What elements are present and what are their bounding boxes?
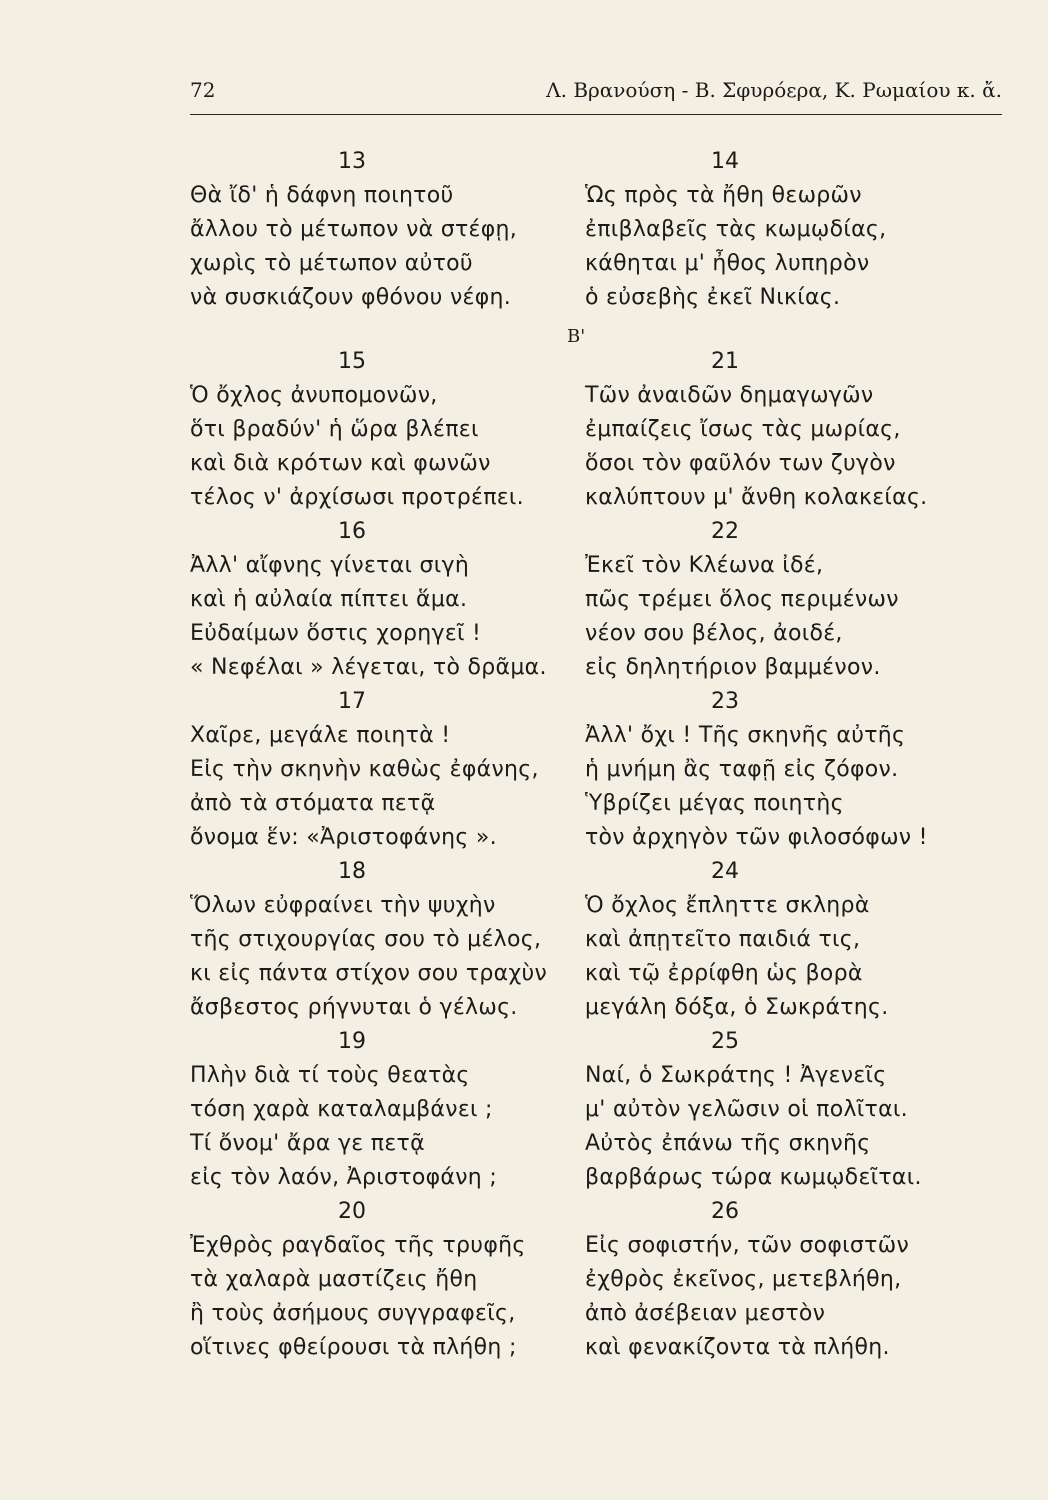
verse-line: Τῶν ἀναιδῶν δημαγωγῶν — [585, 383, 874, 408]
verse-line: νέον σου βέλος, ἀοιδέ, — [585, 621, 843, 646]
verse-line: καὶ ἡ αὐλαία πίπτει ἅμα. — [190, 587, 468, 612]
verse-line: Εἰς τὴν σκηνὴν καθὼς ἐφάνης, — [190, 757, 539, 782]
stanza — [585, 1195, 1015, 1365]
page-number: 72 — [190, 78, 216, 102]
verse-line: ὅσοι τὸν φαῦλόν των ζυγὸν — [585, 451, 896, 476]
verse-line: οἵτινες φθείρουσι τὰ πλήθη ; — [190, 1335, 517, 1360]
verse-line: καὶ ἀπῃτεῖτο παιδιά τις, — [585, 927, 861, 952]
verse-line: Εὐδαίμων ὅστις χορηγεῖ ! — [190, 621, 482, 646]
section-mark: Β' — [567, 326, 586, 347]
header-rule — [190, 114, 1002, 115]
verse-line: ἄλλου τὸ μέτωπον νὰ στέφῃ, — [190, 217, 518, 242]
verse-line: ἐμπαίζεις ἴσως τὰς μωρίας, — [585, 417, 901, 442]
stanza — [190, 855, 570, 1025]
stanza-number: 16 — [338, 519, 366, 544]
verse-line: Αὐτὸς ἐπάνω τῆς σκηνῆς — [585, 1131, 871, 1156]
verse-line: βαρβάρως τώρα κωμῳδεῖται. — [585, 1165, 922, 1190]
verse-line: ἢ τοὺς ἀσήμους συγγραφεῖς, — [190, 1301, 516, 1326]
stanza — [190, 1195, 570, 1365]
verse-line: ἀπὸ τὰ στόματα πετᾷ — [190, 791, 436, 816]
right-column — [585, 145, 1015, 1365]
page-header — [190, 72, 1002, 106]
verse-line: Ὡς πρὸς τὰ ἤθη θεωρῶν — [585, 183, 862, 208]
verse-line: κάθηται μ' ἦθος λυπηρὸν — [585, 251, 870, 276]
stanza-number: 22 — [711, 519, 739, 544]
stanza-number: 13 — [338, 149, 366, 174]
verse-line: τόση χαρὰ καταλαμβάνει ; — [190, 1097, 493, 1122]
verse-line: Ὑβρίζει μέγας ποιητὴς — [585, 791, 844, 816]
stanza — [585, 515, 1015, 685]
verse-line: νὰ συσκιάζουν φθόνου νέφη. — [190, 285, 512, 310]
stanza — [190, 345, 570, 515]
stanza-number: 15 — [338, 349, 366, 374]
verse-line: ὅτι βραδύν' ἡ ὥρα βλέπει — [190, 417, 479, 442]
verse-line: Ὁ ὄχλος ἀνυπομονῶν, — [190, 383, 438, 408]
verse-line: Ἀλλ' ὄχι ! Τῆς σκηνῆς αὐτῆς — [585, 723, 906, 748]
stanza-number: 18 — [338, 859, 366, 884]
stanza-number: 14 — [711, 149, 739, 174]
stanza-number: 25 — [711, 1029, 739, 1054]
verse-line: Ναί, ὁ Σωκράτης ! Ἀγενεῖς — [585, 1063, 887, 1088]
verse-line: Τί ὄνομ' ἄρα γε πετᾷ — [190, 1131, 425, 1156]
stanza — [585, 855, 1015, 1025]
stanza — [190, 515, 570, 685]
verse-line: Ἐκεῖ τὸν Κλέωνα ἰδέ, — [585, 553, 824, 578]
verse-line: εἰς τὸν λαόν, Ἀριστοφάνη ; — [190, 1165, 498, 1190]
verse-line: πῶς τρέμει ὅλος περιμένων — [585, 587, 899, 612]
stanza — [190, 685, 570, 855]
verse-line: Εἰς σοφιστήν, τῶν σοφιστῶν — [585, 1233, 910, 1258]
verse-line: τὰ χαλαρὰ μαστίζεις ἤθη — [190, 1267, 478, 1292]
stanza-number: 21 — [711, 349, 739, 374]
verse-line: Ἀλλ' αἴφνης γίνεται σιγὴ — [190, 553, 470, 578]
stanza — [585, 145, 1015, 315]
stanza — [190, 145, 570, 315]
verse-line: Θὰ ἴδ' ἡ δάφνη ποιητοῦ — [190, 183, 454, 208]
verse-line: « Νεφέλαι » λέγεται, τὸ δρᾶμα. — [190, 655, 547, 680]
verse-line: μ' αὐτὸν γελῶσιν οἱ πολῖται. — [585, 1097, 908, 1122]
verse-line: ἡ μνήμη ἂς ταφῇ εἰς ζόφον. — [585, 757, 899, 782]
verse-line: Ἐχθρὸς ραγδαῖος τῆς τρυφῆς — [190, 1233, 526, 1258]
stanza-number: 20 — [338, 1199, 366, 1224]
verse-line: καὶ διὰ κρότων καὶ φωνῶν — [190, 451, 491, 476]
verse-line: Ὁ ὄχλος ἔπληττε σκληρὰ — [585, 893, 870, 918]
verse-line: ἐχθρὸς ἐκεῖνος, μετεβλήθη, — [585, 1267, 902, 1292]
verse-line: ὄνομα ἕν: «Ἀριστοφάνης ». — [190, 825, 497, 850]
verse-line: Πλὴν διὰ τί τοὺς θεατὰς — [190, 1063, 470, 1088]
verse-line: καὶ τῷ ἐρρίφθη ὡς βορὰ — [585, 961, 863, 986]
verse-line: Ὅλων εὐφραίνει τὴν ψυχὴν — [190, 893, 496, 918]
verse-line: καὶ φενακίζοντα τὰ πλήθη. — [585, 1335, 890, 1360]
verse-line: ἄσβεστος ρήγνυται ὁ γέλως. — [190, 995, 518, 1020]
verse-line: μεγάλη δόξα, ὁ Σωκράτης. — [585, 995, 889, 1020]
verse-line: κι εἰς πάντα στίχον σου τραχὺν — [190, 961, 548, 986]
stanza-number: 24 — [711, 859, 739, 884]
verse-line: τέλος ν' ἀρχίσωσι προτρέπει. — [190, 485, 524, 510]
stanza — [585, 345, 1015, 515]
verse-line: εἰς δηλητήριον βαμμένον. — [585, 655, 881, 680]
verse-line: ἀπὸ ἀσέβειαν μεστὸν — [585, 1301, 826, 1326]
stanza-number: 17 — [338, 689, 366, 714]
verse-line: χωρὶς τὸ μέτωπον αὐτοῦ — [190, 251, 473, 276]
left-column — [190, 145, 570, 1365]
verse-line: ὁ εὐσεβὴς ἐκεῖ Νικίας. — [585, 285, 841, 310]
stanza-number: 26 — [711, 1199, 739, 1224]
running-head: Λ. Βρανούση - Β. Σφυρόερα, Κ. Ρωμαίου κ. ἄ. — [546, 78, 1002, 102]
stanza-number: 19 — [338, 1029, 366, 1054]
stanza — [585, 685, 1015, 855]
stanza — [585, 1025, 1015, 1195]
verse-line: Χαῖρε, μεγάλε ποιητὰ ! — [190, 723, 451, 748]
stanza — [190, 1025, 570, 1195]
verse-line: ἐπιβλαβεῖς τὰς κωμῳδίας, — [585, 217, 887, 242]
stanza-number: 23 — [711, 689, 739, 714]
verse-line: τῆς στιχουργίας σου τὸ μέλος, — [190, 927, 542, 952]
verse-line: τὸν ἀρχηγὸν τῶν φιλοσόφων ! — [585, 825, 928, 850]
verse-line: καλύπτουν μ' ἄνθη κολακείας. — [585, 485, 928, 510]
